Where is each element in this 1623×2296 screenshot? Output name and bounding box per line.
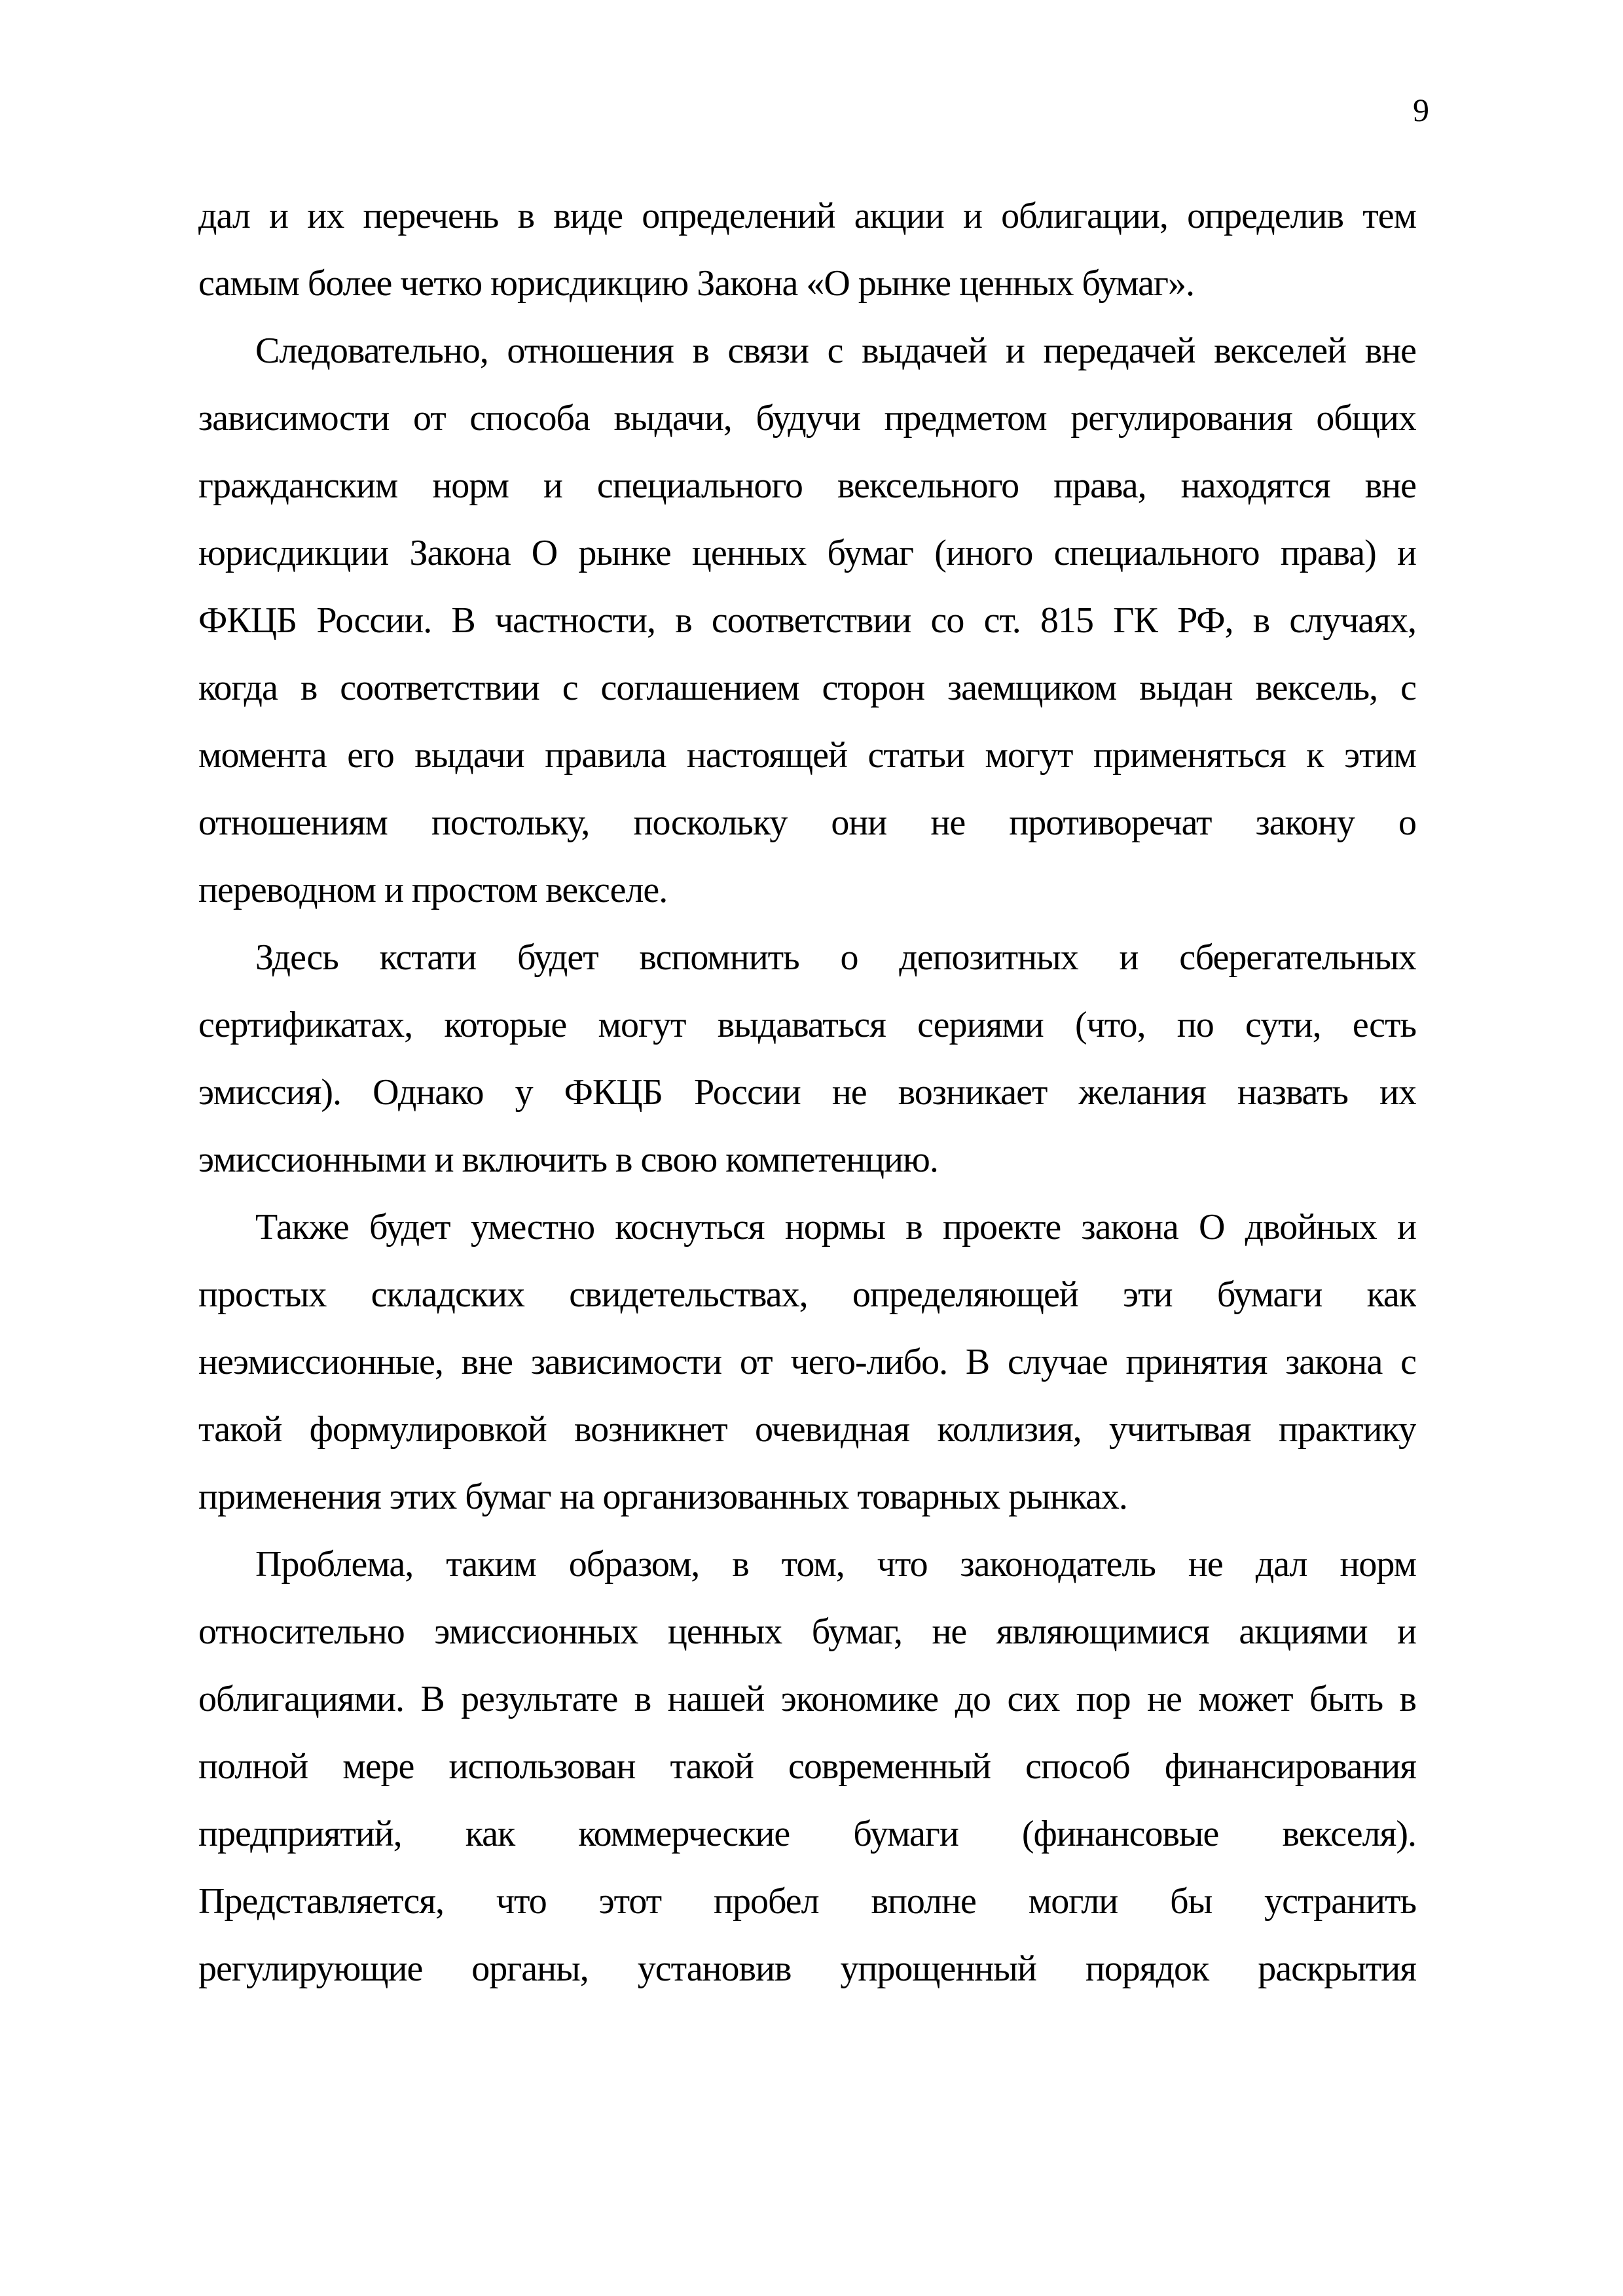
text-line: момента его выдачи правила настоящей статьи могут применяться к этим — [198, 735, 1416, 776]
text-line: Также будет уместно коснуться нормы в проекте закона О двойных и — [255, 1207, 1416, 1247]
paragraph — [198, 1194, 1416, 1531]
text-line: неэмиссионные, вне зависимости от чего-либо. В случае принятия закона с — [198, 1342, 1416, 1382]
text-line: когда в соответствии с соглашением сторон заемщиком выдан вексель, с — [198, 668, 1416, 708]
text-line: такой формулировкой возникнет очевидная коллизия, учитывая практику — [198, 1409, 1416, 1450]
text-line: зависимости от способа выдачи, будучи предметом регулирования общих — [198, 398, 1416, 439]
text-line: Здесь кстати будет вспомнить о депозитных и сберегательных — [255, 937, 1416, 978]
text-line: Следовательно, отношения в связи с выдачей и передачей векселей вне — [255, 331, 1416, 371]
text-line: полной мере использован такой современный способ финансирования — [198, 1746, 1416, 1787]
text-line: регулирующие органы, установив упрощенный порядок раскрытия — [198, 1948, 1416, 1989]
paragraph — [198, 1531, 1416, 2003]
text-line: юрисдикции Закона О рынке ценных бумаг (иного специального права) и — [198, 533, 1416, 573]
text-line: сертификатах, которые могут выдаваться сериями (что, по сути, есть — [198, 1005, 1416, 1045]
text-line: ФКЦБ России. В частности, в соответствии со ст. 815 ГК РФ, в случаях, — [198, 600, 1416, 641]
page-number: 9 — [1413, 92, 1429, 128]
text-line: относительно эмиссионных ценных бумаг, не являющимися акциями и — [198, 1611, 1416, 1652]
text-line: облигациями. В результате в нашей экономике до сих пор не может быть в — [198, 1679, 1416, 1719]
text-line: Представляется, что этот пробел вполне могли бы устранить — [198, 1881, 1416, 1922]
paragraph — [198, 317, 1416, 924]
text-line: самым более четко юрисдикцию Закона «О рынке ценных бумаг». — [198, 263, 1194, 304]
paragraph — [198, 183, 1416, 317]
text-line: применения этих бумаг на организованных товарных рынках. — [198, 1477, 1127, 1517]
paragraph — [198, 924, 1416, 1194]
text-line: эмиссионными и включить в свою компетенцию. — [198, 1139, 938, 1180]
text-line: отношениям постольку, поскольку они не противоречат закону о — [198, 802, 1416, 843]
text-line: простых складских свидетельствах, определяющей эти бумаги как — [198, 1274, 1416, 1315]
text-line: дал и их перечень в виде определений акции и облигации, определив тем — [198, 196, 1416, 236]
text-line: предприятий, как коммерческие бумаги (финансовые векселя). — [198, 1814, 1416, 1854]
text-block — [198, 183, 1416, 2003]
text-line: гражданским норм и специального вексельного права, находятся вне — [198, 465, 1416, 506]
text-line: переводном и простом векселе. — [198, 870, 668, 910]
text-line: Проблема, таким образом, в том, что законодатель не дал норм — [255, 1544, 1416, 1585]
text-line: эмиссия). Однако у ФКЦБ России не возникает желания назвать их — [198, 1072, 1416, 1113]
